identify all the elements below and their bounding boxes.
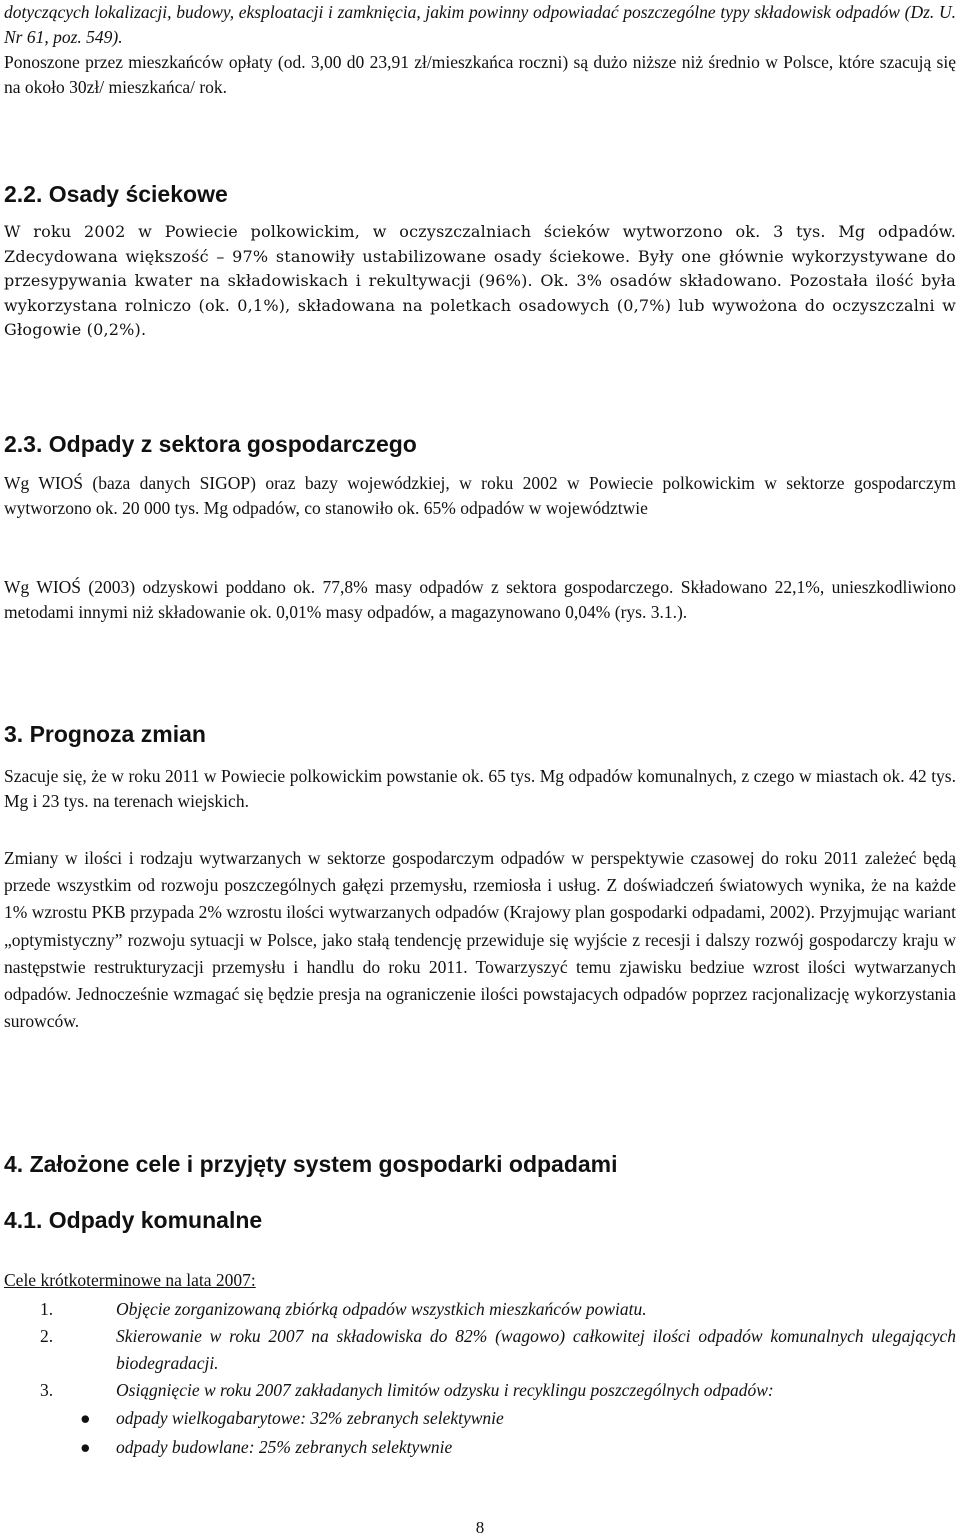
goal-number: 3.	[40, 1380, 54, 1400]
section-heading-4: 4. Założone cele i przyjęty system gospodarki odpadami	[4, 1151, 618, 1177]
bullet-icon: ●	[80, 1437, 91, 1457]
section-heading-2-3: 2.3. Odpady z sektora gospodarczego	[4, 431, 417, 457]
goal-3-sublist	[4, 1404, 956, 1462]
page-number: 8	[475, 1518, 485, 1537]
sub-item-text: odpady budowlane: 25% zebranych selektywnie	[116, 1437, 453, 1457]
section-2-3-para2: Wg WIOŚ (2003) odzyskowi poddano ok. 77,8% masy odpadów z sektora gospodarczego. Składowano 22,1%, unieszkodliwiono metodami innymi niż składowanie ok. 0,01% masy odpadów, a magazynowano 0,04% (rys. 3.1.).	[4, 577, 956, 622]
section-heading-4-1: 4.1. Odpady komunalne	[4, 1207, 263, 1233]
goal-text: Objęcie zorganizowaną zbiórką odpadów wszystkich mieszkańców powiatu.	[116, 1299, 647, 1319]
section-2-2-body: W roku 2002 w Powiecie polkowickim, w oczyszczalniach ścieków wytworzono ok. 3 tys. Mg odpadów. Zdecydowana większość – 97% stanowiły ustabilizowane osady ściekowe. Były one głównie wykorzystywane do przesypywania kwater na składowiskach i rekultywacji (96%). Ok. 3% osadów składowano. Pozostała ilość była wykorzystana rolniczo (ok. 0,1%), składowana na poletkach osadowych (0,7%) lub wywożona do oczyszczalni w Głogowie (0,2%).	[4, 222, 956, 339]
goals-label: Cele krótkoterminowe na lata 2007:	[4, 1270, 256, 1290]
goal-text: Skierowanie w roku 2007 na składowiska do 82% (wagowo) całkowitej ilości odpadów komunalnych ulegających biodegradacji.	[116, 1326, 956, 1373]
section-heading-3: 3. Prognoza zmian	[4, 721, 206, 747]
section-3-para1: Szacuje się, że w roku 2011 w Powiecie polkowickim powstanie ok. 65 tys. Mg odpadów komunalnych, z czego w miastach ok. 42 tys. Mg i 23 tys. na terenach wiejskich.	[4, 766, 956, 811]
intro-line1: dotyczących lokalizacji, budowy, eksploatacji i zamknięcia, jakim powinny odpowiadać poszczególne typy składowisk odpadów (Dz. U. Nr 61, poz. 549).	[4, 2, 956, 47]
goal-item	[4, 1296, 956, 1323]
sub-list-item	[4, 1433, 956, 1462]
bullet-icon: ●	[80, 1408, 91, 1428]
section-2-3-para1: Wg WIOŚ (baza danych SIGOP) oraz bazy wojewódzkiej, w roku 2002 w Powiecie polkowickim w sektorze gospodarczym wytworzono ok. 20 000 tys. Mg odpadów, co stanowiło ok. 65% odpadów w województwie	[4, 473, 956, 518]
section-heading-2-2: 2.2. Osady ściekowe	[4, 181, 228, 207]
goal-number: 1.	[40, 1299, 54, 1319]
sub-item-text: odpady wielkogabarytowe: 32% zebranych selektywnie	[116, 1408, 504, 1428]
goal-item	[4, 1377, 956, 1404]
goal-item	[4, 1323, 956, 1377]
goals-list	[4, 1296, 956, 1404]
section-3-para2: Zmiany w ilości i rodzaju wytwarzanych w sektorze gospodarczym odpadów w perspektywie czasowej do roku 2011 zależeć będą przede wszystkim od rozwoju poszczególnych gałęzi przemysłu, rzemiosła i usług. Z doświadczeń światowych wynika, że na każde 1% wzrostu PKB przypada 2% wzrostu ilości wytwarzanych odpadów (Krajowy plan gospodarki odpadami, 2002). Przyjmując wariant „optymistyczny” rozwoju sytuacji w Polsce, jako stałą tendencję przewiduje się wyjście z recesji i dalszy rozwój gospodarczy kraju w następstwie restrukturyzacji przemysłu i handlu do roku 2011. Towarzyszyć temu zjawisku bedziue wzrost ilości wytwarzanych odpadów. Jednocześnie wzmagać się będzie presja na ograniczenie ilości powstajacych odpadów poprzez racjonalizację wykorzystania surowców.	[4, 848, 956, 1032]
goal-text: Osiągnięcie w roku 2007 zakładanych limitów odzysku i recyklingu poszczególnych odpadów:	[116, 1380, 774, 1400]
sub-list-item	[4, 1404, 956, 1433]
intro-line2: Ponoszone przez mieszkańców opłaty (od. 3,00 d0 23,91 zł/mieszkańca roczni) są dużo niższe niż średnio w Polsce, które szacują się na około 30zł/ mieszkańca/ rok.	[4, 52, 956, 97]
goal-number: 2.	[40, 1326, 54, 1346]
